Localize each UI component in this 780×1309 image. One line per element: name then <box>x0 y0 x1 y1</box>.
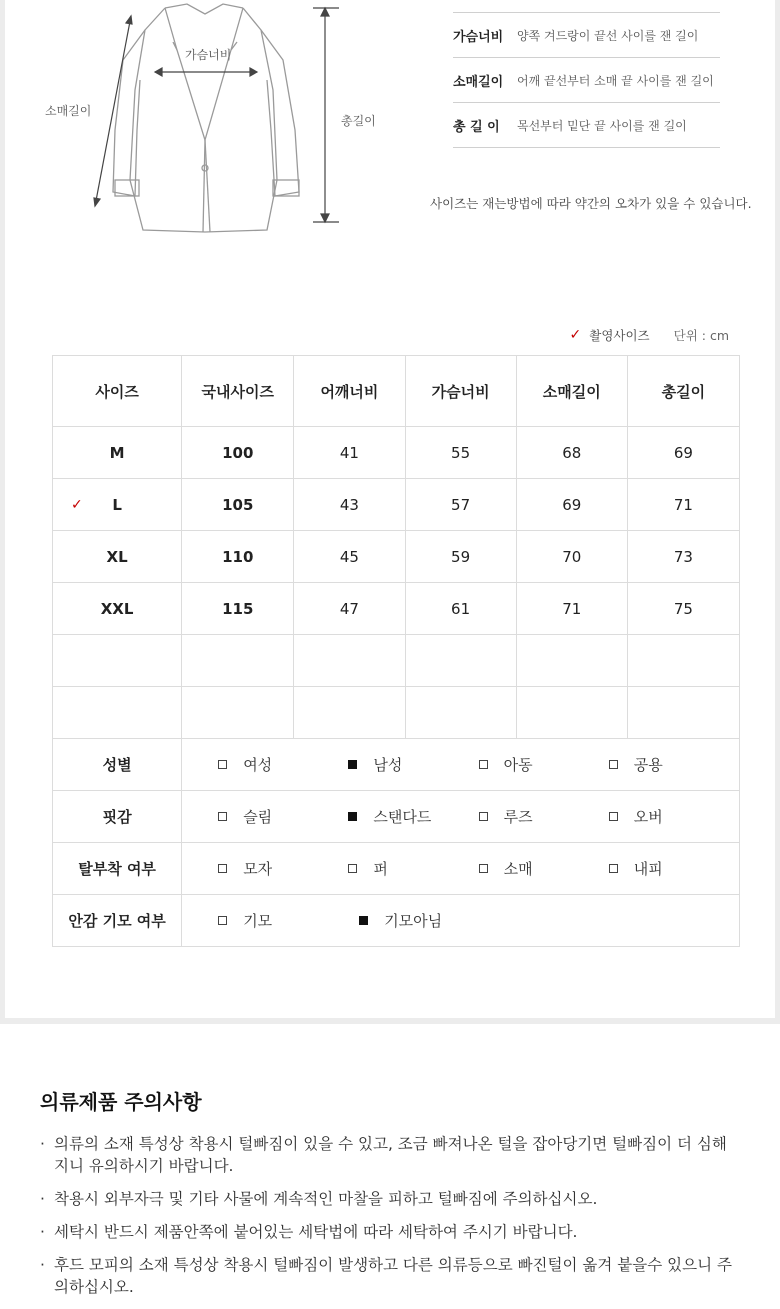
size-cell-photographed <box>53 479 182 531</box>
attribute-label: 안감 기모 여부 <box>53 895 182 947</box>
size-cell: XXL <box>53 583 182 635</box>
attribute-row-gender <box>53 739 740 791</box>
attribute-label: 핏감 <box>53 791 182 843</box>
defs-top-rule <box>453 0 720 13</box>
unchecked-box-icon <box>218 864 227 873</box>
option-label: 공용 <box>633 756 663 774</box>
definition-desc: 어깨 끝선부터 소매 끝 사이를 잰 길이 <box>517 73 714 88</box>
option-label: 퍼 <box>373 860 388 878</box>
table-row <box>53 479 740 531</box>
definition-desc: 목선부터 밑단 끝 사이를 잰 길이 <box>517 118 687 133</box>
attribute-row-detachable <box>53 843 740 895</box>
option-item <box>348 806 478 827</box>
checked-box-icon <box>359 916 368 925</box>
attribute-options <box>182 895 740 947</box>
chest-width-label: 가슴너비 <box>185 48 232 62</box>
option-item <box>348 858 478 879</box>
option-item <box>218 754 348 775</box>
measurement-definitions <box>453 0 720 148</box>
sleeve-cell: 69 <box>516 479 627 531</box>
unchecked-box-icon <box>218 916 227 925</box>
domestic-size-cell: 115 <box>182 583 294 635</box>
unchecked-box-icon <box>479 760 488 769</box>
option-item <box>479 858 609 879</box>
domestic-size-cell: 110 <box>182 531 294 583</box>
care-item: · 의류의 소재 특성상 착용시 털빠짐이 있을 수 있고, 조금 빠져나온 털을 잡아당기면 털빠짐이 더 심해지니 유의하시기 바랍니다. <box>40 1133 740 1177</box>
empty-row <box>53 635 740 687</box>
chest-cell: 59 <box>405 531 516 583</box>
unit-label: 단위 : cm <box>673 328 729 343</box>
chest-cell: 55 <box>405 427 516 479</box>
attribute-options <box>182 739 740 791</box>
section-divider <box>0 1018 780 1024</box>
total-cell: 75 <box>627 583 739 635</box>
sleeve-cell: 71 <box>516 583 627 635</box>
option-item <box>218 910 359 931</box>
attribute-row-lining <box>53 895 740 947</box>
attribute-options <box>182 843 740 895</box>
options-group <box>182 754 739 775</box>
option-item <box>609 858 739 879</box>
definition-desc: 양쪽 겨드랑이 끝선 사이를 잰 길이 <box>517 28 699 43</box>
options-group <box>182 910 739 931</box>
header-sleeve: 소매길이 <box>516 356 627 427</box>
option-label: 오버 <box>633 808 663 826</box>
header-chest: 가슴너비 <box>405 356 516 427</box>
size-table <box>52 355 740 947</box>
empty-row <box>53 687 740 739</box>
option-label: 모자 <box>243 860 273 878</box>
shoulder-cell: 47 <box>294 583 405 635</box>
table-row <box>53 531 740 583</box>
domestic-size-cell: 105 <box>182 479 294 531</box>
domestic-size-cell: 100 <box>182 427 294 479</box>
shoulder-cell: 45 <box>294 531 405 583</box>
table-row <box>53 583 740 635</box>
definition-term: 총 길 이 <box>453 119 500 135</box>
unchecked-box-icon <box>609 864 618 873</box>
option-item <box>609 806 739 827</box>
attribute-options <box>182 791 740 843</box>
header-total: 총길이 <box>627 356 739 427</box>
definition-term: 소매길이 <box>453 74 504 90</box>
checkmark-icon: ✓ <box>569 327 582 343</box>
unchecked-box-icon <box>218 760 227 769</box>
legend <box>570 326 729 344</box>
option-label: 기모아님 <box>384 912 443 930</box>
header-shoulder: 어깨너비 <box>294 356 405 427</box>
size-cell: XL <box>53 531 182 583</box>
care-item: · 후드 모피의 소재 특성상 착용시 털빠짐이 발생하고 다른 의류등으로 빠진털이 옮겨 붙을수 있으니 주의하십시오. <box>40 1254 740 1298</box>
unchecked-box-icon <box>479 812 488 821</box>
care-item: · 세탁시 반드시 제품안쪽에 붙어있는 세탁법에 따라 세탁하여 주시기 바랍니다. <box>40 1221 740 1243</box>
checkmark-icon: ✓ <box>71 496 83 513</box>
unchecked-box-icon <box>609 812 618 821</box>
unchecked-box-icon <box>218 812 227 821</box>
option-label: 여성 <box>243 756 273 774</box>
option-item <box>218 806 348 827</box>
option-label: 스탠다드 <box>373 808 432 826</box>
sleeve-cell: 68 <box>516 427 627 479</box>
care-list <box>40 1133 740 1309</box>
unchecked-box-icon <box>609 760 618 769</box>
care-item: · 착용시 외부자극 및 기타 사물에 계속적인 마찰을 피하고 털빠짐에 주의하십시오. <box>40 1188 740 1210</box>
option-label: 내피 <box>633 860 663 878</box>
option-item <box>218 858 348 879</box>
shoulder-cell: 41 <box>294 427 405 479</box>
option-label: 소매 <box>503 860 533 878</box>
definition-row <box>453 103 720 148</box>
option-item <box>609 754 739 775</box>
photographed-size-label: 촬영사이즈 <box>589 328 650 343</box>
option-item <box>348 754 478 775</box>
chest-cell: 57 <box>405 479 516 531</box>
checked-box-icon <box>348 812 357 821</box>
unchecked-box-icon <box>479 864 488 873</box>
jacket-measurement-diagram <box>5 0 425 250</box>
option-label: 남성 <box>373 756 403 774</box>
definition-row <box>453 13 720 58</box>
total-cell: 73 <box>627 531 739 583</box>
shoulder-cell: 43 <box>294 479 405 531</box>
unchecked-box-icon <box>348 864 357 873</box>
sleeve-cell: 70 <box>516 531 627 583</box>
attribute-label: 성별 <box>53 739 182 791</box>
options-group <box>182 858 739 879</box>
total-cell: 71 <box>627 479 739 531</box>
definition-row <box>453 58 720 103</box>
checked-box-icon <box>348 760 357 769</box>
attribute-row-fit <box>53 791 740 843</box>
options-group <box>182 806 739 827</box>
total-cell: 69 <box>627 427 739 479</box>
table-row <box>53 427 740 479</box>
option-label: 슬림 <box>243 808 273 826</box>
size-note: 사이즈는 재는방법에 따라 약간의 오차가 있을 수 있습니다. <box>430 196 752 211</box>
total-length-label: 총길이 <box>341 114 376 128</box>
header-domestic-size: 국내사이즈 <box>182 356 294 427</box>
care-title: 의류제품 주의사항 <box>40 1090 202 1114</box>
header-size: 사이즈 <box>53 356 182 427</box>
chest-cell: 61 <box>405 583 516 635</box>
option-label: 기모 <box>243 912 273 930</box>
option-label: 루즈 <box>503 808 533 826</box>
option-item <box>479 806 609 827</box>
size-cell: M <box>53 427 182 479</box>
table-header-row <box>53 356 740 427</box>
definition-term: 가슴너비 <box>453 29 504 45</box>
attribute-label: 탈부착 여부 <box>53 843 182 895</box>
size-value: L <box>112 495 122 514</box>
option-item <box>359 910 500 931</box>
sleeve-length-label: 소매길이 <box>45 104 92 118</box>
option-label: 아동 <box>503 756 533 774</box>
option-item <box>479 754 609 775</box>
